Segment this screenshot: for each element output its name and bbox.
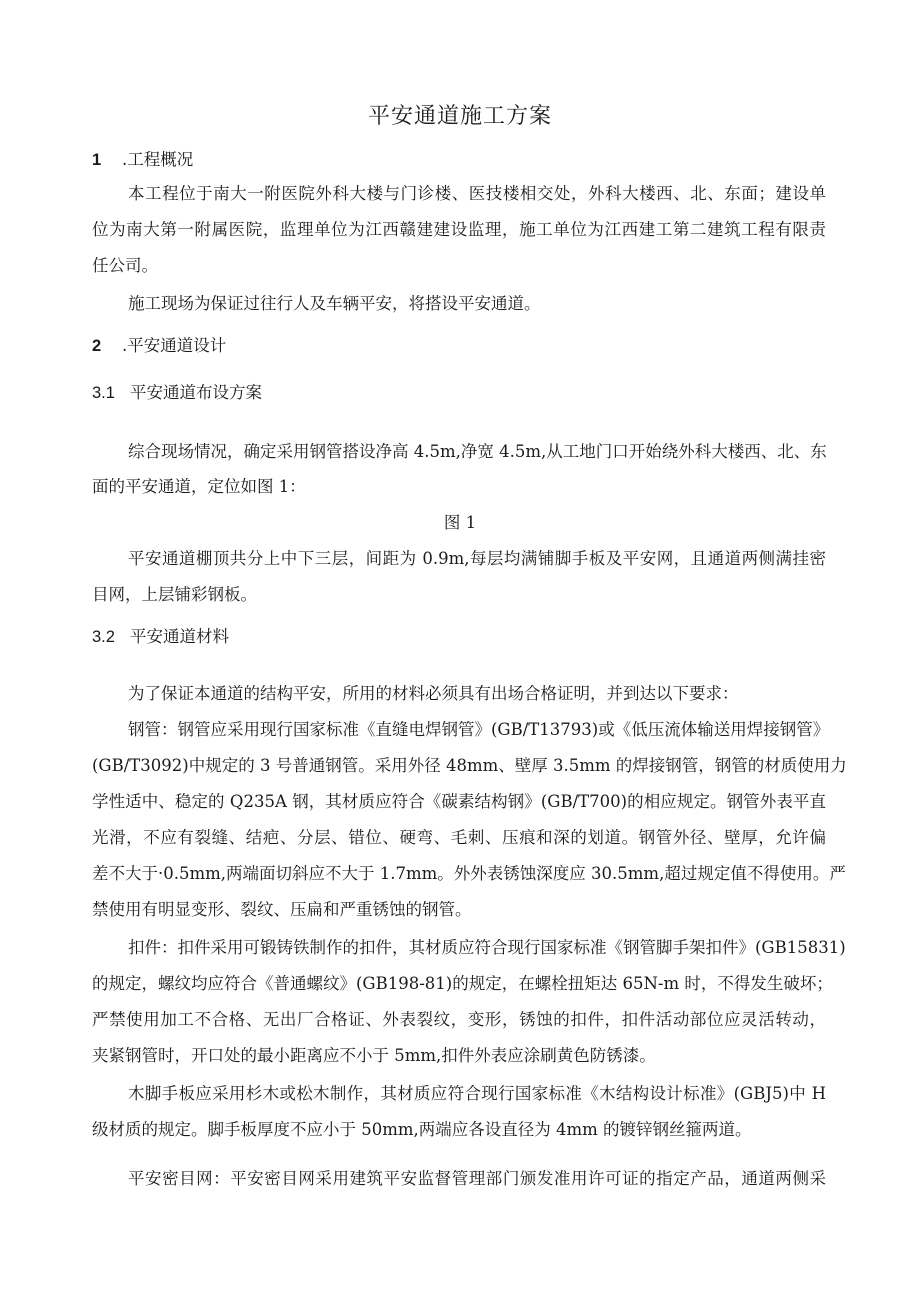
paragraph-line: 木脚手板应采用杉木或松木制作，其材质应符合现行国家标准《木结构设计标准》(GBJ5)中 H [128, 1084, 826, 1103]
subsection-heading-3-2: 3.2 平安通道材料 [92, 627, 229, 646]
paragraph-line: 综合现场情况，确定采用钢管搭设净高 4.5m,净宽 4.5m,从工地门口开始绕外科大楼西、北、东 [128, 442, 827, 461]
paragraph-line: 本工程位于南大一附医院外科大楼与门诊楼、医技楼相交处，外科大楼西、北、东面；建设单 [128, 184, 826, 203]
paragraph-line: 严禁使用加工不合格、无出厂合格证、外表裂纹，变形，锈蚀的扣件，扣件活动部位应灵活转动， [92, 1010, 826, 1029]
paragraph-line: 禁使用有明显变形、裂纹、压扁和严重锈蚀的钢管。 [92, 900, 472, 919]
paragraph-line: 平安密目网：平安密目网采用建筑平安监督管理部门颁发准用许可证的指定产品，通道两侧采 [128, 1169, 826, 1188]
paragraph-line: 的规定，螺纹均应符合《普通螺纹》(GB198-81)的规定，在螺栓扭矩达 65N-m 时，不得发生破坏； [92, 974, 833, 993]
paragraph-line: (GB/T3092)中规定的 3 号普通钢管。采用外径 48mm、壁厚 3.5mm 的焊接钢管，钢管的材质使用力 [92, 756, 847, 775]
paragraph-line: 为了保证本通道的结构平安，所用的材料必须具有出场合格证明，并到达以下要求： [128, 684, 739, 703]
paragraph-line: 夹紧钢管时，开口处的最小距离应不小于 5mm,扣件外表应涂刷黄色防锈漆。 [92, 1046, 656, 1065]
paragraph-line: 光滑，不应有裂缝、结疤、分层、错位、硬弯、毛刺、压痕和深的划道。钢管外径、壁厚，允许偏 [92, 828, 826, 847]
paragraph-line: 施工现场为保证过往行人及车辆平安，将搭设平安通道。 [128, 294, 541, 313]
paragraph-line: 钢管：钢管应采用现行国家标准《直缝电焊钢管》(GB/T13793)或《低压流体输送用焊接钢管》 [128, 720, 830, 739]
paragraph-line: 面的平安通道，定位如图 1： [92, 477, 306, 496]
page-title: 平安通道施工方案 [367, 104, 552, 129]
paragraph-line: 学性适中、稳定的 Q235A 钢，其材质应符合《碳素结构钢》(GB/T700)的相应规定。钢管外表平直 [92, 792, 826, 811]
paragraph-line: 级材质的规定。脚手板厚度不应小于 50mm,两端应各设直径为 4mm 的镀锌钢丝箍两道。 [92, 1120, 752, 1139]
paragraph-line: 任公司。 [92, 256, 158, 275]
section-heading-1: 1 .工程概况 [92, 150, 194, 169]
paragraph-line: 差不大于·0.5mm,两端面切斜应不大于 1.7mm。外外表锈蚀深度应 30.5mm,超过规定值不得使用。严 [92, 864, 846, 883]
paragraph-line: 位为南大第一附属医院，监理单位为江西赣建建设监理，施工单位为江西建工第二建筑工程有限责 [92, 220, 826, 239]
paragraph-line: 目网，上层铺彩钢板。 [92, 585, 257, 604]
section-heading-2: 2 .平安通道设计 [92, 336, 227, 355]
paragraph-line: 扣件：扣件采用可锻铸铁制作的扣件，其材质应符合现行国家标准《钢管脚手架扣件》(GB15831) [128, 938, 846, 957]
subsection-heading-3-1: 3.1 平安通道布设方案 [92, 383, 262, 402]
figure-caption: 图 1 [443, 513, 477, 532]
paragraph-line: 平安通道棚顶共分上中下三层，间距为 0.9m,每层均满铺脚手板及平安网，且通道两侧满挂密 [128, 549, 826, 568]
